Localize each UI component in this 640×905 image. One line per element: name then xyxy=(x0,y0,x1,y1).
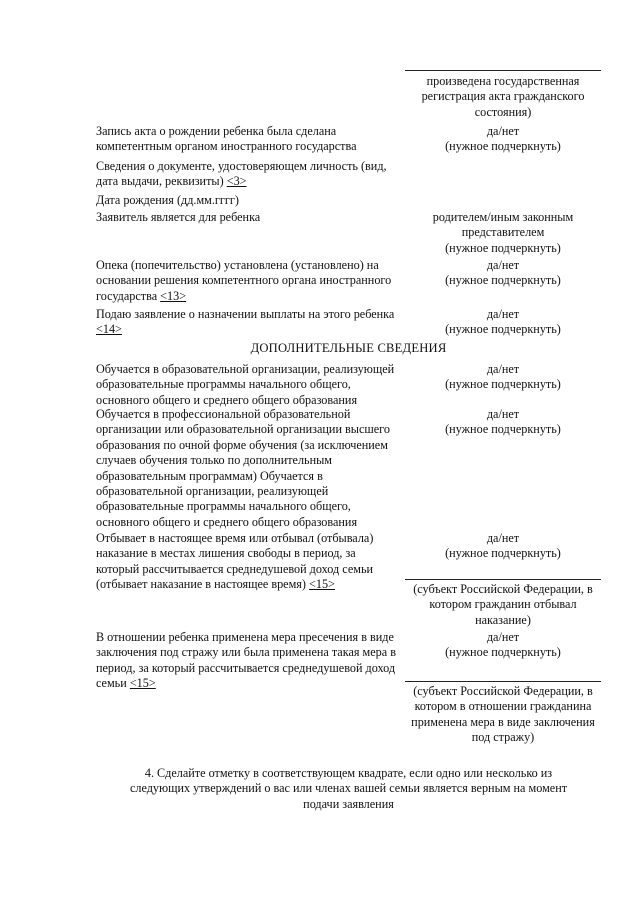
guardianship-answer[interactable] xyxy=(405,258,601,289)
birth-record-question xyxy=(96,124,396,155)
underline-hint: (нужное подчеркнуть) xyxy=(445,546,561,561)
caption-line: применена мера в виде заключения xyxy=(411,714,595,729)
footnote-link[interactable]: <15> xyxy=(129,676,156,691)
question-line xyxy=(96,676,396,691)
question-text: семьи xyxy=(96,676,127,691)
caption-line: (субъект Российской Федерации, в xyxy=(413,684,593,698)
birth-date-question xyxy=(96,193,396,208)
applicant-relation-answer[interactable] xyxy=(405,210,601,256)
registration-note xyxy=(405,74,601,120)
question-line: Опека (попечительство) установлена (установлено) на xyxy=(96,258,379,272)
professional-education-answer[interactable] xyxy=(405,407,601,438)
caption-line: под стражу) xyxy=(471,730,535,745)
registration-note-line: регистрация акта гражданского xyxy=(421,89,585,104)
question-text: дата выдачи, реквизиты) xyxy=(96,174,224,189)
relation-option[interactable]: родителем/иным законным xyxy=(432,210,574,224)
registration-note-line: произведена государственная xyxy=(426,74,580,88)
question-line: заключения под стражу или была применена такая мера в xyxy=(96,645,396,660)
instruction-line: следующих утверждений о вас или членах вашей семьи является верным на момент xyxy=(129,781,568,796)
section-4-instruction xyxy=(96,766,601,812)
footnote-link[interactable]: <14> xyxy=(96,322,122,337)
payment-application-answer[interactable] xyxy=(405,307,601,338)
instruction-line: подачи заявления xyxy=(303,796,394,811)
yes-no-option[interactable]: да/нет xyxy=(486,531,520,545)
question-line: случаев обучения только по дополнительным xyxy=(96,453,333,468)
yes-no-option[interactable]: да/нет xyxy=(486,124,520,138)
question-line: Заявитель является для ребенка xyxy=(96,210,261,224)
question-line: который рассчитывается среднедушевой доход семьи xyxy=(96,561,374,576)
imprisonment-region-field[interactable] xyxy=(405,579,601,580)
custody-measure-question xyxy=(96,630,396,692)
imprisonment-question xyxy=(96,531,396,593)
question-text: (отбывает наказание в настоящее время) xyxy=(96,577,306,592)
registration-note-line: состояния) xyxy=(474,104,532,119)
question-line: Запись акта о рождении ребенка была сделана xyxy=(96,124,337,138)
question-text: государства xyxy=(96,288,158,303)
school-education-answer[interactable] xyxy=(405,362,601,393)
professional-education-question xyxy=(96,407,396,530)
applicant-relation-question xyxy=(96,210,396,225)
imprisonment-answer[interactable] xyxy=(405,531,601,562)
question-line: образовательные программы начального общего, xyxy=(96,377,351,392)
imprisonment-region-caption xyxy=(405,582,601,628)
question-line: компетентным органом иностранного государства xyxy=(96,139,357,154)
underline-hint: (нужное подчеркнуть) xyxy=(445,322,561,337)
question-line: Отбывает в настоящее время или отбывал (отбывала) xyxy=(96,531,374,545)
question-line: В отношении ребенка применена мера пресечения в виде xyxy=(96,630,394,644)
top-rule xyxy=(405,70,601,71)
yes-no-option[interactable]: да/нет xyxy=(486,307,520,321)
identity-document-question xyxy=(96,159,396,190)
underline-hint: (нужное подчеркнуть) xyxy=(445,377,561,392)
question-line: образовательные программы начального общего, xyxy=(96,499,351,514)
custody-region-caption xyxy=(405,684,601,746)
question-line: Подаю заявление о назначении выплаты на этого ребенка xyxy=(96,307,395,321)
school-education-question xyxy=(96,362,396,408)
yes-no-option[interactable]: да/нет xyxy=(486,407,520,421)
relation-option[interactable]: представителем xyxy=(461,225,545,240)
question-line: основного общего и среднего общего образования xyxy=(96,514,358,529)
yes-no-option[interactable]: да/нет xyxy=(486,258,520,272)
question-line xyxy=(96,577,396,592)
birth-record-answer[interactable] xyxy=(405,124,601,155)
footnote-link[interactable]: <15> xyxy=(309,577,335,592)
caption-line: котором в отношении гражданина xyxy=(414,699,592,714)
question-line: образовательной организации, реализующей xyxy=(96,484,329,499)
underline-hint: (нужное подчеркнуть) xyxy=(445,273,561,288)
question-line: основного общего и среднего общего образования xyxy=(96,392,358,407)
question-line xyxy=(96,289,396,304)
underline-hint: (нужное подчеркнуть) xyxy=(445,422,561,437)
payment-application-question xyxy=(96,307,396,338)
question-line: наказание в местах лишения свободы в период, за xyxy=(96,546,356,561)
question-line xyxy=(96,174,396,189)
yes-no-option[interactable]: да/нет xyxy=(486,630,520,644)
question-line: образовательным программам) Обучается в xyxy=(96,468,323,483)
guardianship-question xyxy=(96,258,396,304)
custody-measure-answer[interactable] xyxy=(405,630,601,661)
caption-line: (субъект Российской Федерации, в xyxy=(413,582,593,596)
section-title: ДОПОЛНИТЕЛЬНЫЕ СВЕДЕНИЯ xyxy=(250,341,447,355)
question-line: Обучается в профессиональной образовательной xyxy=(96,407,351,421)
instruction-line: 4. Сделайте отметку в соответствующем квадрате, если одно или несколько из xyxy=(144,766,553,780)
custody-region-field[interactable] xyxy=(405,681,601,682)
underline-hint: (нужное подчеркнуть) xyxy=(445,139,561,154)
yes-no-option[interactable]: да/нет xyxy=(486,362,520,376)
footnote-link[interactable]: <13> xyxy=(160,288,187,303)
question-line: Дата рождения (дд.мм.гггг) xyxy=(96,193,239,207)
caption-line: котором гражданин отбывал xyxy=(429,597,577,612)
question-line: основании решения компетентного органа иностранного xyxy=(96,273,392,288)
question-line: образования по очной форме обучения (за исключением xyxy=(96,437,388,452)
underline-hint: (нужное подчеркнуть) xyxy=(445,645,561,660)
question-line xyxy=(96,322,396,337)
question-line: Обучается в образовательной организации, реализующей xyxy=(96,362,395,376)
footnote-link[interactable]: <3> xyxy=(226,174,247,189)
question-line: Сведения о документе, удостоверяющем личность (вид, xyxy=(96,159,387,173)
caption-line: наказание) xyxy=(475,612,531,627)
question-line: организации или образовательной организации высшего xyxy=(96,422,390,437)
underline-hint: (нужное подчеркнуть) xyxy=(445,240,561,255)
question-line: период, за который рассчитывается среднедушевой доход xyxy=(96,660,396,675)
